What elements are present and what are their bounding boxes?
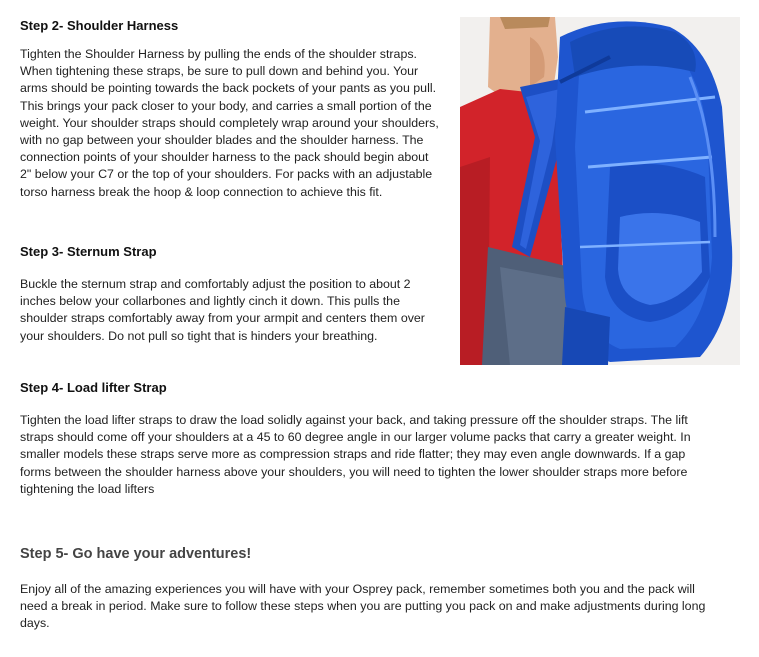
step2-line: with no gap between your shoulder blades and the shoulder harness. The <box>20 133 424 148</box>
step2-line: This brings your pack closer to your body, and carries a small portion of the <box>20 98 432 113</box>
step3-heading: Step 3- Sternum Strap <box>20 244 157 259</box>
step2-paragraph <box>20 46 439 201</box>
step4-paragraph <box>20 412 691 498</box>
step5-line: days. <box>20 616 50 631</box>
step4-line: smaller models these straps serve more as compression straps and ride flatter; they may even angle downwards. If a gap <box>20 447 686 462</box>
backpack-photo <box>460 17 740 365</box>
step3-paragraph <box>20 276 425 345</box>
backpack-illustration <box>460 17 740 365</box>
step4-line: Tighten the load lifter straps to draw the load solidly against your back, and taking pressure off the shoulder straps. The lift <box>20 413 688 427</box>
step4-line: forms between the shoulder harness above your shoulders, you will need to tighten the lower shoulder straps more before <box>20 464 688 479</box>
step2-line: weight. Your shoulder straps should completely wrap around your shoulders, <box>20 115 439 130</box>
step2-heading: Step 2- Shoulder Harness <box>20 18 179 33</box>
step5-line: need a break in period. Make sure to follow these steps when you are putting you pack on and make adjustments during long <box>20 599 706 614</box>
step4-line: tightening the load lifters <box>20 481 155 496</box>
step3-line: Buckle the sternum strap and comfortably adjust the position to about 2 <box>20 277 411 291</box>
step3-line: shoulder straps comfortably away from your armpit and centers them over <box>20 311 425 326</box>
step4-line: straps should come off your shoulders at a 45 to 60 degree angle in our larger volume packs that carry a greater weight. In <box>20 430 691 445</box>
step2-line: When tightening these straps, be sure to pull down and behind you. Your <box>20 64 419 79</box>
step2-line: 2" below your C7 or the top of your shoulders. For packs with an adjustable <box>20 167 433 182</box>
step2-line: connection points of your shoulder harness to the pack should begin about <box>20 150 429 165</box>
step3-line: inches below your collarbones and lightly cinch it down. This pulls the <box>20 294 400 309</box>
step4-heading: Step 4- Load lifter Strap <box>20 380 167 395</box>
step2-line: Tighten the Shoulder Harness by pulling the ends of the shoulder straps. <box>20 47 417 61</box>
step2-line: torso harness break the hoop & loop connection to achieve this fit. <box>20 184 383 199</box>
step5-line: Enjoy all of the amazing experiences you will have with your Osprey pack, remember sometimes both you and the pack will <box>20 582 695 596</box>
step3-line: your shoulders. Do not pull so tight that is hinders your breathing. <box>20 328 378 343</box>
step5-paragraph <box>20 581 705 633</box>
step2-line: arms should be pointing towards the back pockets of your pants as you pull. <box>20 81 437 96</box>
step5-heading: Step 5- Go have your adventures! <box>20 546 252 562</box>
